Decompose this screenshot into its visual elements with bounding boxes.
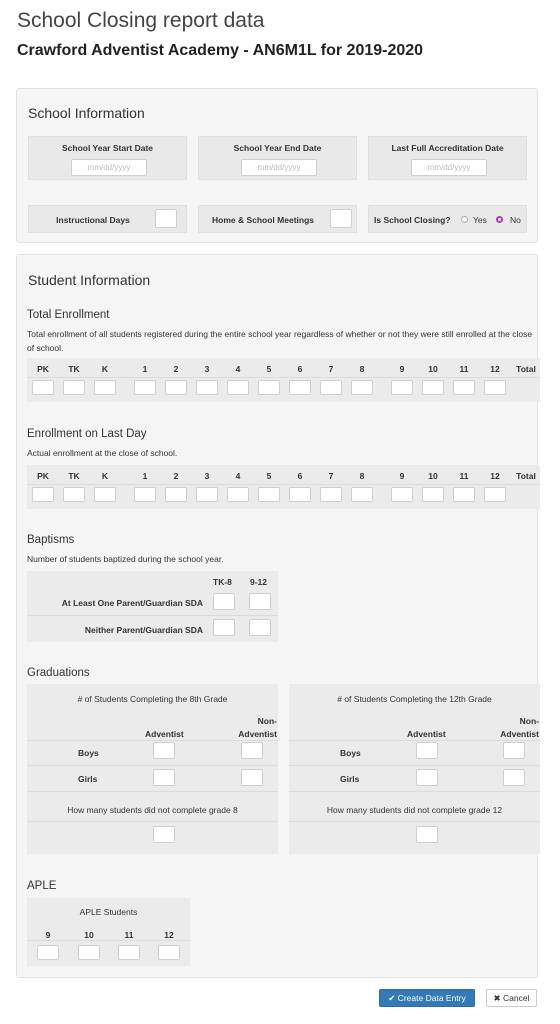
last-day-header-pk: PK — [37, 471, 49, 481]
end-date-input[interactable]: mm/dd/yyyy — [241, 159, 317, 176]
meetings-cell — [198, 205, 357, 233]
student-information-heading: Student Information — [28, 272, 151, 288]
last-day-header-total: Total — [516, 471, 536, 481]
accreditation-date-input[interactable]: mm/dd/yyyy — [411, 159, 487, 176]
last-day-input-3[interactable] — [196, 487, 218, 502]
last-day-header-2: 2 — [173, 471, 179, 481]
aple-heading: APLE Students — [79, 907, 138, 917]
grade12-col-adventist: Adventist — [407, 729, 446, 739]
last-day-input-2[interactable] — [165, 487, 187, 502]
grade8-girls-label: Girls — [78, 774, 98, 784]
create-data-entry-button[interactable]: ✔ Create Data Entry — [379, 989, 475, 1007]
page-subtitle: Crawford Adventist Academy - AN6M1L for 2019-2020 — [17, 42, 424, 59]
total-enrollment-input-3[interactable] — [196, 380, 218, 395]
school-closing-cell — [368, 205, 527, 233]
last-day-input-tk[interactable] — [63, 487, 85, 502]
total-enrollment-input-pk[interactable] — [32, 380, 54, 395]
grade12-not-complete-input[interactable] — [416, 826, 438, 843]
last-day-input-pk[interactable] — [32, 487, 54, 502]
total-enrollment-header-4: 4 — [235, 364, 241, 374]
last-day-header-10: 10 — [428, 471, 438, 481]
grade12-boys-adventist-input[interactable] — [416, 742, 438, 759]
baptisms-row1-tk8-input[interactable] — [213, 593, 235, 610]
school-information-heading: School Information — [28, 105, 145, 121]
total-enrollment-header-pk: PK — [37, 364, 49, 374]
grade12-boys-non-input[interactable] — [503, 742, 525, 759]
baptisms-row1-label: At Least One Parent/Guardian SDA — [61, 598, 203, 608]
accreditation-date-label: Last Full Accreditation Date — [391, 143, 504, 153]
baptisms-row2-label: Neither Parent/Guardian SDA — [84, 625, 203, 635]
grade12-girls-label: Girls — [340, 774, 360, 784]
baptisms-row2-912-input[interactable] — [249, 619, 271, 636]
meetings-input[interactable] — [330, 209, 352, 228]
last-day-description: Actual enrollment at the close of school. — [27, 448, 178, 458]
total-enrollment-input-9[interactable] — [391, 380, 413, 395]
last-day-title: Enrollment on Last Day — [27, 428, 147, 440]
last-day-input-6[interactable] — [289, 487, 311, 502]
total-enrollment-input-2[interactable] — [165, 380, 187, 395]
last-day-input-k[interactable] — [94, 487, 116, 502]
last-day-input-10[interactable] — [422, 487, 444, 502]
grade8-col-non-adventist: Adventist — [238, 729, 277, 739]
last-day-header-6: 6 — [297, 471, 303, 481]
school-information-panel — [16, 88, 538, 243]
grade12-col-non-adventist: Adventist — [500, 729, 539, 739]
total-enrollment-input-8[interactable] — [351, 380, 373, 395]
graduations-title: Graduations — [27, 667, 90, 679]
aple-header-10: 10 — [84, 930, 94, 940]
grade8-girls-adventist-input[interactable] — [153, 769, 175, 786]
grade8-table — [27, 684, 278, 854]
last-day-header-7: 7 — [328, 471, 334, 481]
aple-header-12: 12 — [164, 930, 174, 940]
instructional-days-input[interactable] — [155, 209, 177, 228]
last-day-header-11: 11 — [459, 471, 469, 481]
last-day-input-9[interactable] — [391, 487, 413, 502]
grade12-heading: # of Students Completing the 12th Grade — [337, 694, 492, 704]
last-day-header-5: 5 — [266, 471, 272, 481]
accreditation-date-cell — [368, 136, 527, 180]
last-day-header-tk: TK — [68, 471, 80, 481]
baptisms-table — [27, 571, 278, 642]
baptisms-row1-912-input[interactable] — [249, 593, 271, 610]
last-day-header-9: 9 — [399, 471, 405, 481]
total-enrollment-header-k: K — [101, 364, 109, 374]
grade8-boys-adventist-input[interactable] — [153, 742, 175, 759]
grade8-boys-non-input[interactable] — [241, 742, 263, 759]
aple-header-9: 9 — [45, 930, 51, 940]
school-closing-label: Is School Closing? — [374, 215, 451, 225]
start-date-cell — [28, 136, 187, 180]
start-date-label: School Year Start Date — [61, 143, 154, 153]
grade8-col-non: Non- — [257, 716, 277, 726]
last-day-input-11[interactable] — [453, 487, 475, 502]
total-enrollment-header-5: 5 — [266, 364, 272, 374]
grade12-girls-non-input[interactable] — [503, 769, 525, 786]
end-date-label: School Year End Date — [233, 143, 322, 153]
total-enrollment-header-8: 8 — [359, 364, 365, 374]
end-date-cell — [198, 136, 357, 180]
last-day-input-4[interactable] — [227, 487, 249, 502]
total-enrollment-input-7[interactable] — [320, 380, 342, 395]
start-date-input[interactable]: mm/dd/yyyy — [71, 159, 147, 176]
total-enrollment-input-5[interactable] — [258, 380, 280, 395]
aple-input-11[interactable] — [118, 945, 140, 960]
total-enrollment-header-10: 10 — [428, 364, 438, 374]
aple-title: APLE — [27, 880, 57, 892]
grade8-question: How many students did not complete grade 8 — [67, 805, 238, 815]
last-day-input-8[interactable] — [351, 487, 373, 502]
total-enrollment-title: Total Enrollment — [27, 309, 110, 321]
total-enrollment-header-7: 7 — [328, 364, 334, 374]
cancel-button[interactable]: ✖ Cancel — [486, 989, 537, 1007]
last-day-input-5[interactable] — [258, 487, 280, 502]
last-day-header-8: 8 — [359, 471, 365, 481]
grade12-table — [289, 684, 540, 854]
grade12-boys-label: Boys — [340, 748, 361, 758]
total-enrollment-input-6[interactable] — [289, 380, 311, 395]
grade8-girls-non-input[interactable] — [241, 769, 263, 786]
closing-yes-label: Yes — [473, 215, 487, 225]
total-enrollment-header-11: 11 — [459, 364, 469, 374]
baptisms-title: Baptisms — [27, 534, 75, 546]
aple-input-9[interactable] — [37, 945, 59, 960]
total-enrollment-header-1: 1 — [142, 364, 148, 374]
baptisms-col-912: 9-12 — [250, 577, 268, 587]
total-enrollment-input-4[interactable] — [227, 380, 249, 395]
last-day-header-1: 1 — [142, 471, 148, 481]
last-day-input-7[interactable] — [320, 487, 342, 502]
grade12-girls-adventist-input[interactable] — [416, 769, 438, 786]
last-day-input-1[interactable] — [134, 487, 156, 502]
grade8-not-complete-input[interactable] — [153, 826, 175, 843]
total-enrollment-input-k[interactable] — [94, 380, 116, 395]
aple-input-10[interactable] — [78, 945, 100, 960]
closing-no-radio[interactable] — [496, 216, 503, 223]
instructional-days-label: Instructional Days — [56, 215, 130, 225]
grade12-question: How many students did not complete grade 12 — [326, 805, 503, 815]
aple-input-12[interactable] — [158, 945, 180, 960]
total-enrollment-header-2: 2 — [173, 364, 179, 374]
total-enrollment-description: Total enrollment of all students registered during the entire school year regardless of whether or not they were still enrolled at the close of school. — [27, 329, 533, 353]
baptisms-description: Number of students baptized during the school year. — [27, 554, 224, 564]
last-day-header-4: 4 — [235, 471, 241, 481]
last-day-header-12: 12 — [490, 471, 500, 481]
grade12-col-non: Non- — [519, 716, 539, 726]
grade8-col-adventist: Adventist — [145, 729, 184, 739]
total-enrollment-header-3: 3 — [204, 364, 210, 374]
aple-header-11: 11 — [124, 930, 134, 940]
grade8-boys-label: Boys — [78, 748, 99, 758]
closing-yes-radio[interactable] — [461, 216, 468, 223]
total-enrollment-header-9: 9 — [399, 364, 405, 374]
last-day-header-3: 3 — [204, 471, 210, 481]
total-enrollment-input-1[interactable] — [134, 380, 156, 395]
total-enrollment-header-6: 6 — [297, 364, 303, 374]
total-enrollment-input-10[interactable] — [422, 380, 444, 395]
last-day-input-12[interactable] — [484, 487, 506, 502]
grade8-heading: # of Students Completing the 8th Grade — [77, 694, 228, 704]
total-enrollment-header-12: 12 — [490, 364, 500, 374]
closing-no-label: No — [510, 215, 521, 225]
total-enrollment-header-tk: TK — [68, 364, 80, 374]
baptisms-row2-tk8-input[interactable] — [213, 619, 235, 636]
total-enrollment-input-12[interactable] — [484, 380, 506, 395]
total-enrollment-input-11[interactable] — [453, 380, 475, 395]
page-title: School Closing report data — [17, 9, 265, 32]
last-day-header-k: K — [101, 471, 109, 481]
meetings-label: Home & School Meetings — [211, 215, 314, 225]
total-enrollment-input-tk[interactable] — [63, 380, 85, 395]
baptisms-col-tk8: TK-8 — [213, 577, 232, 587]
instructional-days-cell — [28, 205, 187, 233]
total-enrollment-header-total: Total — [516, 364, 536, 374]
